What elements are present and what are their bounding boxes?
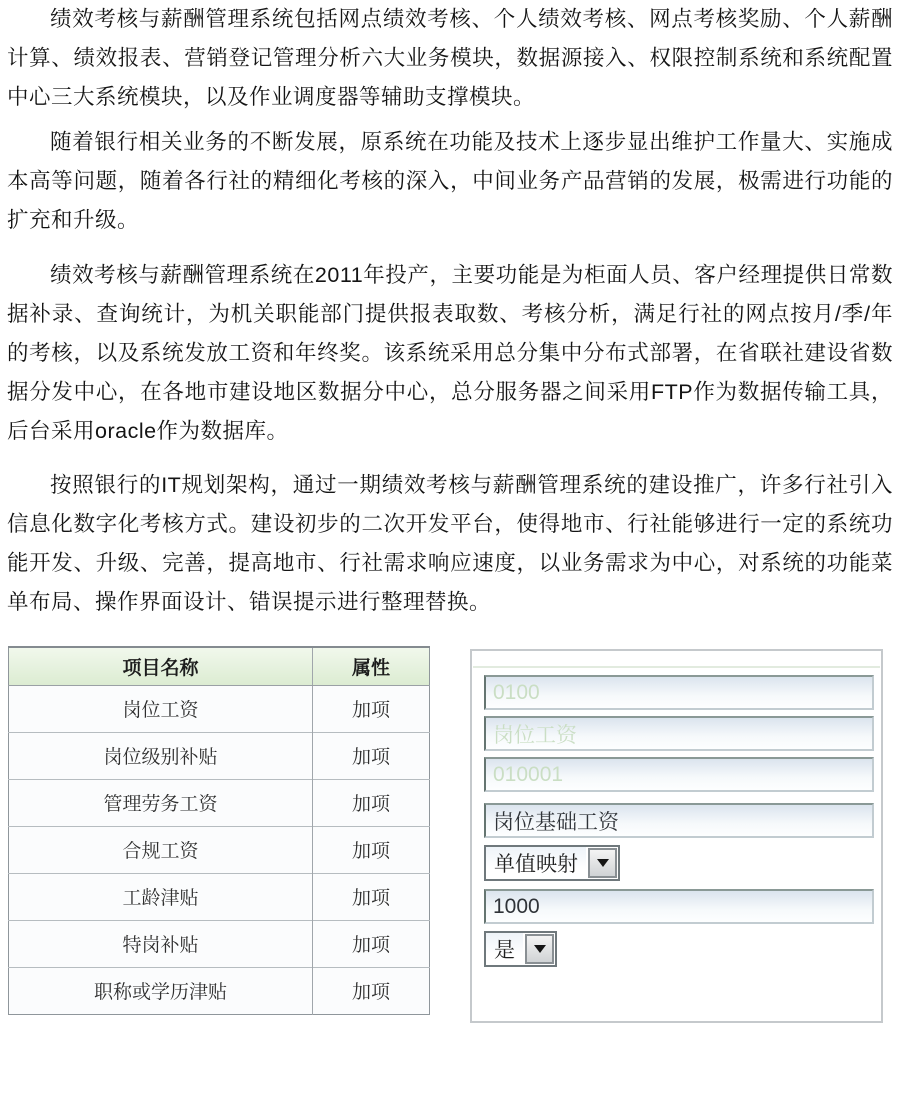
enabled-flag-select[interactable] (484, 931, 557, 967)
paragraph-3: 绩效考核与薪酬管理系统在2011年投产，主要功能是为柜面人员、客户经理提供日常数据补录、查询统计，为机关职能部门提供报表取数、考核分析，满足行社的网点按月/季/年的考核，以及系统发放工资和年终奖。该系统采用总分集中分布式部署，在省联社建设省数据分发中心，在各地市建设地区数据分中心，总分服务器之间采用FTP作为数据传输工具，后台采用oracle作为数据库。 (7, 263, 893, 443)
column-header-item-name: 项目名称 (9, 647, 313, 685)
table-row (9, 732, 430, 779)
sub-item-name-input[interactable] (484, 803, 874, 838)
table-row (9, 826, 430, 873)
item-name-cell: 工龄津贴 (9, 873, 313, 920)
item-name-cell: 合规工资 (9, 826, 313, 873)
item-attr-cell: 加项 (313, 685, 430, 732)
mapping-type-dropdown-button[interactable] (588, 848, 617, 878)
item-detail-panel (470, 649, 883, 1023)
table-row (9, 685, 430, 732)
paragraph-2: 随着银行相关业务的不断发展，原系统在功能及技术上逐步显出维护工作量大、实施成本高等问题，随着各行社的精细化考核的深入，中间业务产品营销的发展，极需进行功能的扩充和升级。 (7, 130, 893, 232)
item-attr-cell: 加项 (313, 826, 430, 873)
salary-items-table (8, 646, 430, 1015)
mapping-value-input[interactable] (484, 889, 874, 924)
table-row (9, 967, 430, 1014)
item-attr-cell: 加项 (313, 967, 430, 1014)
item-name-input[interactable] (484, 716, 874, 751)
table-header-row (9, 647, 430, 685)
item-attr-cell: 加项 (313, 779, 430, 826)
enabled-flag-dropdown-button[interactable] (525, 934, 554, 964)
dropdown-arrow-icon (534, 945, 546, 953)
table-row (9, 779, 430, 826)
table-row (9, 920, 430, 967)
item-name-cell: 岗位工资 (9, 685, 313, 732)
paragraph-1: 绩效考核与薪酬管理系统包括网点绩效考核、个人绩效考核、网点考核奖励、个人薪酬计算、绩效报表、营销登记管理分析六大业务模块，数据源接入、权限控制系统和系统配置中心三大系统模块，以及作业调度器等辅助支撑模块。 (7, 7, 893, 109)
paragraph-4: 按照银行的IT规划架构，通过一期绩效考核与薪酬管理系统的建设推广，许多行社引入信息化数字化考核方式。建设初步的二次开发平台，使得地市、行社能够进行一定的系统功能开发、升级、完善，提高地市、行社需求响应速度，以业务需求为中心，对系统的功能菜单布局、操作界面设计、错误提示进行整理替换。 (7, 473, 893, 614)
panel-header-strip (473, 651, 880, 668)
item-name-cell: 管理劳务工资 (9, 779, 313, 826)
item-attr-cell: 加项 (313, 920, 430, 967)
item-attr-cell: 加项 (313, 732, 430, 779)
item-name-cell: 职称或学历津贴 (9, 967, 313, 1014)
mapping-type-value: 单值映射 (486, 847, 586, 879)
table-row (9, 873, 430, 920)
mapping-type-select[interactable] (484, 845, 620, 881)
item-name-cell: 特岗补贴 (9, 920, 313, 967)
item-name-cell: 岗位级别补贴 (9, 732, 313, 779)
item-attr-cell: 加项 (313, 873, 430, 920)
column-header-attribute: 属性 (313, 647, 430, 685)
sub-item-code-input[interactable] (484, 757, 874, 792)
enabled-flag-value: 是 (486, 933, 523, 965)
item-code-input[interactable] (484, 675, 874, 710)
dropdown-arrow-icon (597, 859, 609, 867)
